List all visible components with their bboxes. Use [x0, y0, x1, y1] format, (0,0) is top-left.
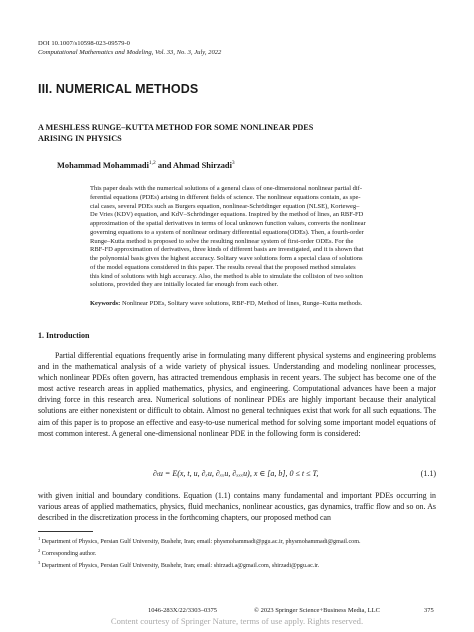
abstract-line: This paper deals with the numerical solutions of a general class of one-dimensional nonlinear partial dif-: [90, 185, 363, 192]
footnotes: [38, 535, 438, 571]
courtesy-notice: Content courtesy of Springer Nature, terms of use apply. Rights reserved.: [110, 616, 364, 626]
article-header: [38, 40, 221, 57]
footnote: [38, 559, 438, 571]
author-affiliation-mark: 3: [231, 160, 235, 166]
abstract-line: RBF-FD approximation of derivatives, three kinds of different basis are investigated, and it is shown that: [90, 246, 364, 254]
abstract-line: the polynomial basis gives the highest accuracy. Solitary wave solutions form a special class of solutions: [90, 255, 363, 262]
author-affiliation-mark: 1,2: [148, 160, 156, 166]
journal-citation: Computational Mathematics and Modeling, Vol. 33, No. 3, July, 2022: [38, 48, 222, 56]
section-heading: III. NUMERICAL METHODS: [38, 82, 199, 96]
equation: ∂ₜu = E(x, t, u, ∂ₓu, ∂ₓₓu, ∂ₓₓₓu), x ∈ [a, b], 0 ≤ t ≤ T,: [153, 469, 319, 478]
introduction-body: [38, 350, 436, 439]
footnote-text: Corresponding author.: [41, 550, 97, 557]
abstract-line: cial cases, several PDEs such as Burgers equation, nonlinear-Schrödinger equation (NLSE), Korteweg–: [90, 202, 360, 210]
equation-block: [38, 469, 436, 481]
abstract-line: ferential equations (PDEs) arising in different fields of science. The nonlinear equations contain, as spe-: [90, 193, 361, 201]
author-list: [57, 160, 235, 170]
abstract-line: De Vries (KDV) equation, and KdV–Schrödinger equations. Inspired by the method of lines, an RBF-FD: [90, 211, 364, 219]
abstract-line: this kind of solutions with high accuracy. Also, the method is able to simulate the collision of two soliton: [90, 272, 363, 280]
footnote: [38, 547, 438, 559]
author-name: Ahmad Shirzadi: [173, 160, 232, 170]
body-continuation: with given initial and boundary conditions. Equation (1.1) contains many fundamental and important PDEs occurring in various areas of applied mathematics, physics, fluid mechanics, nonlinear acoustics, gas dynamics, traffic flow and so on. As described in the discretization process in the forthcoming chapters, our proposed method can: [38, 491, 436, 523]
footnote-text: Department of Physics, Persian Gulf University, Bushehr, Iran; email: shirzadi.a@gmail.com, shirzadi@pgu.ac.ir.: [41, 562, 320, 569]
keywords-text: Nonlinear PDEs, Solitary wave solutions, RBF-FD, Method of lines, Runge–Kutta methods.: [121, 300, 363, 307]
introduction-heading: 1. Introduction: [38, 331, 90, 340]
footnote-mark: 3: [38, 559, 41, 565]
keywords-label: Keywords:: [90, 300, 121, 307]
article-title: [38, 122, 438, 144]
issn: 1046-283X/22/3303–0375: [148, 607, 217, 614]
footnote-mark: 2: [38, 547, 41, 553]
abstract-line: governing equations to a system of nonlinear ordinary differential equations(ODEs). Then, a fourth-order: [90, 228, 364, 236]
abstract-line: Runge–Kutta method is proposed to solve the resulting nonlinear system of first-order ODEs. For the: [90, 237, 354, 245]
abstract: [90, 185, 404, 290]
abstract-line: of the model equations considered in this paper. The results reveal that the proposed method simulates: [90, 263, 356, 271]
doi-line: DOI 10.1007/s10598-023-09579-0: [38, 40, 130, 47]
footnote: [38, 535, 438, 547]
keywords: [90, 300, 410, 307]
equation-number: (1.1): [420, 469, 436, 478]
footnote-text: Department of Physics, Persian Gulf University, Bushehr, Iran; email: physmohammadi@pgu.ac.ir, physmohammadi@gmail.com.: [41, 539, 361, 546]
author-conjunction: and: [157, 160, 172, 170]
body-paragraph: Partial differential equations frequently arise in formulating many different physical systems and engineering problems and in the mathematical analysis of a wide variety of physical issues. Understanding and modeling nonlinear processes, which nonlinear PDEs often govern, has attracted tremendous emphasis in recent years. The subject has become one of the most active research areas in applied mathematics, physics, and engineering. Computational advances have been a major driving force in this research area. Numerical solutions of nonlinear PDEs are highly important because their analytical solutions are either nonexistent or difficult to obtain. Almost no general techniques exist that work for all such equations. The aim of this paper is to propose an effective and easy-to-use numerical method for solving some important model equations of most common interest. A general one-dimensional nonlinear PDE in the following form is considered:: [38, 351, 436, 438]
title-line-1: A MESHLESS RUNGE–KUTTA METHOD FOR SOME NONLINEAR PDES: [38, 123, 314, 132]
copyright: © 2023 Springer Science+Business Media, LLC: [254, 607, 380, 614]
author-name: Mohammad Mohammadi: [57, 160, 149, 170]
abstract-line: approximation of the spatial derivatives in terms of local unknown function values, converts the nonlinear: [90, 220, 366, 227]
footnote-divider: [38, 531, 93, 532]
footnote-mark: 1: [38, 536, 41, 541]
title-line-2: ARISING IN PHYSICS: [38, 134, 122, 143]
abstract-line: solutions, provided they are initially located far enough from each other.: [90, 281, 279, 289]
page-number: 375: [424, 607, 434, 614]
